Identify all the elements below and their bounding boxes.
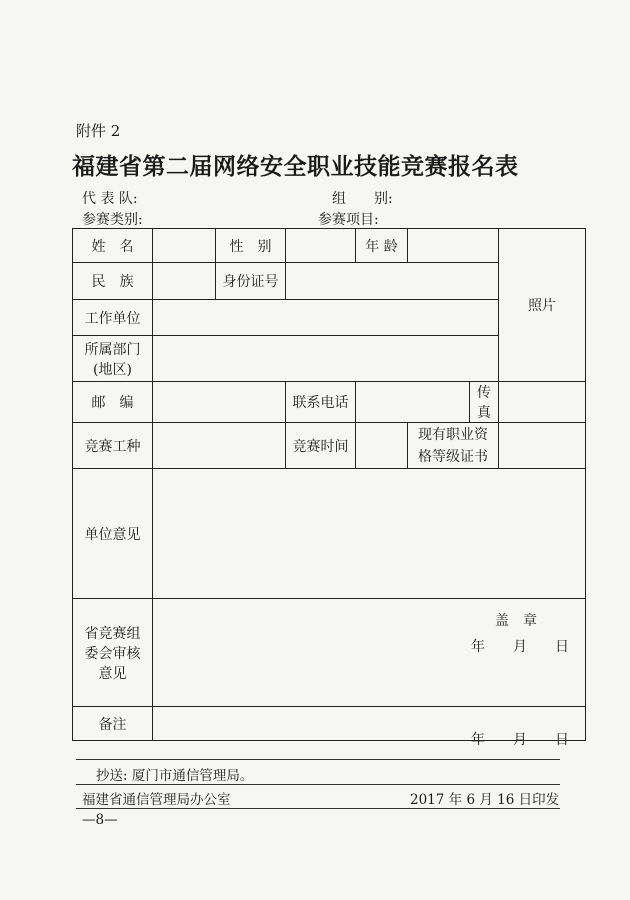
unit-opinion-area[interactable] [153, 469, 586, 655]
postcode-label: 邮 编 [73, 382, 153, 423]
job-type-label: 竞赛工种 [73, 423, 153, 469]
project-label: 参赛项目: [318, 212, 379, 228]
page-title: 福建省第二届网络安全职业技能竞赛报名表 [72, 153, 519, 180]
unit-opinion-label: 单位意见 [73, 469, 153, 599]
work-unit-label: 工作单位 [73, 300, 153, 336]
id-number-label: 身份证号 [216, 263, 286, 300]
age-label: 年 龄 [356, 229, 408, 263]
department-value[interactable] [153, 336, 499, 382]
certificate-label [408, 423, 499, 469]
issue-date-text: 2017 年 6 月 16 日印发 [410, 792, 560, 808]
fax-value[interactable] [499, 382, 586, 423]
issuer-text: 福建省通信管理局办公室 [82, 792, 231, 808]
contact-phone-label: 联系电话 [286, 382, 356, 423]
name-label: 姓 名 [73, 229, 153, 263]
department-label-line1: 所属部门 [84, 341, 141, 358]
footer-middle-rule [76, 784, 560, 785]
ethnicity-label: 民 族 [73, 263, 153, 300]
postcode-value[interactable] [153, 382, 286, 423]
fax-label: 传 真 [470, 382, 499, 423]
unit-date-label: 年 月 日 [471, 638, 569, 655]
team-label: 代 表 队: [82, 191, 138, 207]
name-value[interactable] [153, 229, 216, 263]
category-label: 参赛类别: [82, 212, 143, 228]
registration-form-table [72, 228, 586, 748]
committee-date-label: 年 月 日 [471, 731, 569, 748]
committee-label-line2: 委会审核 [84, 645, 141, 662]
job-type-value[interactable] [153, 423, 286, 469]
certificate-value[interactable] [499, 423, 586, 469]
cc-line: 抄送: 厦门市通信管理局。 [96, 768, 254, 784]
department-label-line2: (地区) [93, 361, 132, 378]
gender-label: 性 别 [216, 229, 286, 263]
department-label [73, 336, 153, 382]
remarks-label: 备注 [73, 707, 153, 741]
committee-label-line1: 省竞赛组 [84, 625, 141, 642]
group-label: 组 别: [332, 191, 393, 207]
competition-time-value[interactable] [356, 423, 408, 469]
certificate-label-line1: 现有职业资 [418, 426, 488, 443]
certificate-label-line2: 格等级证书 [418, 448, 488, 465]
work-unit-value[interactable] [153, 300, 499, 336]
ethnicity-value[interactable] [153, 263, 216, 300]
gender-value[interactable] [286, 229, 356, 263]
footer-bottom-rule [76, 808, 560, 809]
competition-time-label: 竞赛时间 [286, 423, 356, 469]
committee-label-line3: 意见 [98, 665, 127, 682]
photo-box[interactable] [499, 229, 586, 382]
id-number-value[interactable] [286, 263, 499, 300]
committee-opinion-label [73, 599, 153, 707]
contact-phone-value[interactable] [356, 382, 470, 423]
attachment-label: 附件 2 [76, 122, 121, 140]
unit-seal-label: 盖 章 [495, 612, 537, 629]
photo-label: 照片 [528, 298, 556, 314]
age-value[interactable] [408, 229, 499, 263]
footer-top-rule [76, 759, 560, 760]
page-number: —8— [82, 812, 118, 828]
